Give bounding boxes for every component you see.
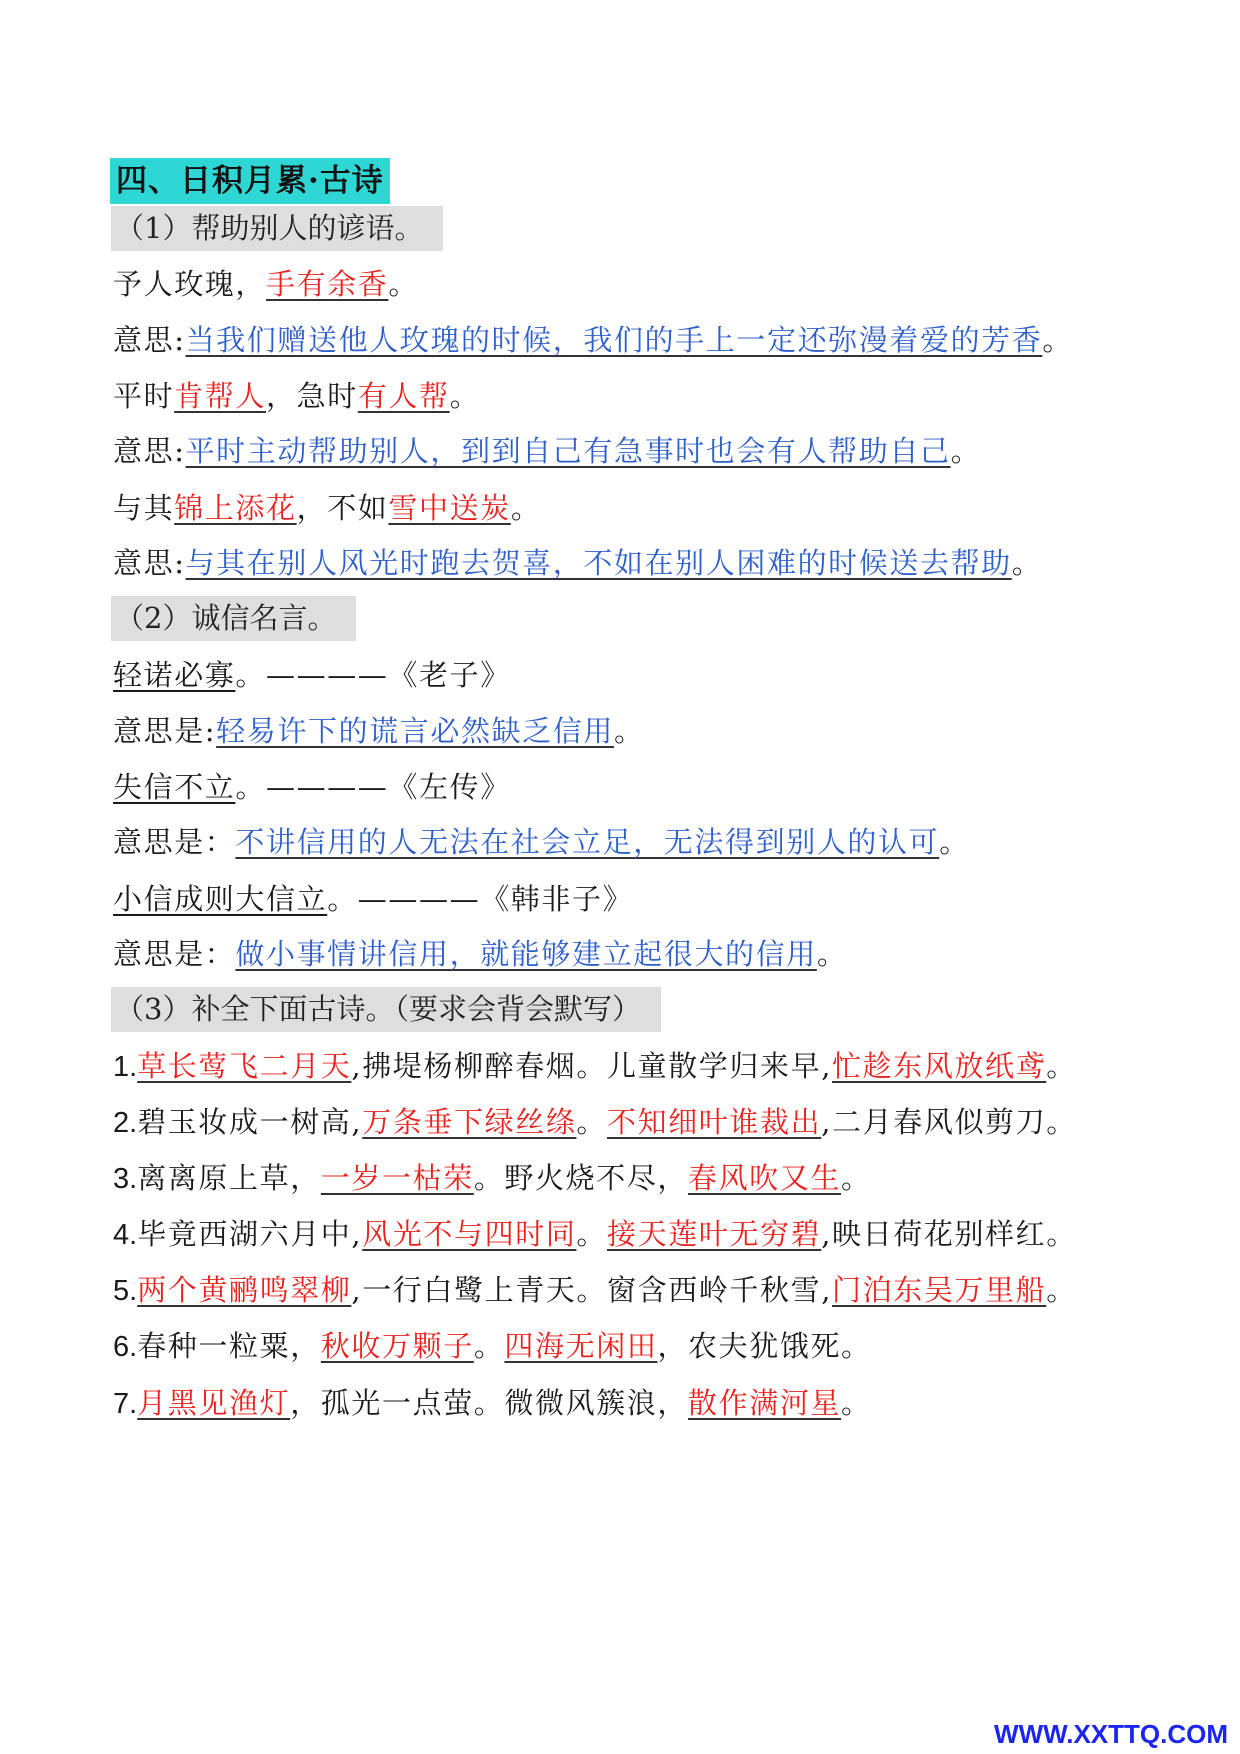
- poem-line-2: 2.碧玉妆成一树高,万条垂下绿丝绦。不知细叶谁裁出,二月春风似剪刀。: [113, 1105, 1077, 1139]
- proverb-line: 平时肯帮人，急时有人帮。: [113, 379, 481, 413]
- answer-blank: 手有余香: [266, 267, 389, 301]
- meaning-text: 与其在别人风光时跑去贺喜，不如在别人困难的时候送去帮助: [185, 546, 1012, 580]
- subsection-title-2: （2）诚信名言。: [111, 596, 356, 641]
- answer-blank: 风光不与四时同: [362, 1217, 577, 1251]
- quote-line: 轻诺必寡。————《老子》: [113, 658, 511, 692]
- meaning-text: 不讲信用的人无法在社会立足，无法得到别人的认可: [235, 825, 940, 859]
- answer-blank: 月黑见渔灯: [137, 1386, 291, 1420]
- answer-blank: 散作满河星: [688, 1386, 842, 1420]
- section-heading: 四、日积月累·古诗: [110, 158, 390, 204]
- answer-blank: 万条垂下绿丝绦: [362, 1105, 577, 1139]
- meaning-line: 意思是：做小事情讲信用，就能够建立起很大的信用。: [113, 937, 848, 971]
- site-watermark-link[interactable]: WWW.XXTTQ.COM: [994, 1719, 1228, 1749]
- answer-blank: 秋收万颗子: [320, 1329, 474, 1363]
- subsection-title-1: （1）帮助别人的谚语。: [111, 206, 443, 251]
- poem-line-1: 1.草长莺飞二月天,拂堤杨柳醉春烟。儿童散学归来早,忙趁东风放纸鸢。: [113, 1049, 1077, 1083]
- proverb-line: 予人玫瑰，手有余香。: [113, 267, 420, 301]
- quote-line: 小信成则大信立。————《韩非子》: [113, 882, 634, 916]
- answer-blank: 接天莲叶无穷碧: [607, 1217, 822, 1251]
- poem-line-6: 6.春种一粒粟，秋收万颗子。四海无闲田，农夫犹饿死。: [113, 1329, 872, 1363]
- answer-blank: 门泊东吴万里船: [832, 1273, 1047, 1307]
- meaning-text: 平时主动帮助别人，到到自己有急事时也会有人帮助自己: [185, 434, 951, 468]
- meaning-line: 意思:与其在别人风光时跑去贺喜，不如在别人困难的时候送去帮助。: [113, 546, 1043, 580]
- poem-line-4: 4.毕竟西湖六月中,风光不与四时同。接天莲叶无穷碧,映日荷花别样红。: [113, 1217, 1077, 1251]
- meaning-line: 意思:平时主动帮助别人，到到自己有急事时也会有人帮助自己。: [113, 434, 982, 468]
- meaning-line: 意思:当我们赠送他人玫瑰的时候，我们的手上一定还弥漫着爱的芳香。: [113, 323, 1073, 357]
- meaning-text: 当我们赠送他人玫瑰的时候，我们的手上一定还弥漫着爱的芳香: [185, 323, 1043, 357]
- proverb-line: 与其锦上添花，不如雪中送炭。: [113, 491, 542, 525]
- quote-text: 失信不立: [113, 770, 236, 804]
- meaning-text: 轻易许下的谎言必然缺乏信用: [216, 714, 614, 748]
- answer-blank: 雪中送炭: [388, 491, 511, 525]
- answer-blank: 忙趁东风放纸鸢: [832, 1049, 1047, 1083]
- poem-line-7: 7.月黑见渔灯，孤光一点萤。微微风簇浪，散作满河星。: [113, 1386, 872, 1420]
- answer-blank: 春风吹又生: [688, 1161, 842, 1195]
- quote-text: 轻诺必寡: [113, 658, 236, 692]
- meaning-text: 做小事情讲信用，就能够建立起很大的信用: [235, 937, 817, 971]
- poem-line-3: 3.离离原上草，一岁一枯荣。野火烧不尽，春风吹又生。: [113, 1161, 872, 1195]
- meaning-line: 意思是：不讲信用的人无法在社会立足，无法得到别人的认可。: [113, 825, 970, 859]
- answer-blank: 四海无闲田: [504, 1329, 658, 1363]
- quote-text: 小信成则大信立: [113, 882, 328, 916]
- answer-blank: 草长莺飞二月天: [137, 1049, 352, 1083]
- quote-line: 失信不立。————《左传》: [113, 770, 511, 804]
- answer-blank: 不知细叶谁裁出: [607, 1105, 822, 1139]
- poem-line-5: 5.两个黄鹂鸣翠柳,一行白鹭上青天。窗含西岭千秋雪,门泊东吴万里船。: [113, 1273, 1077, 1307]
- answer-blank: 两个黄鹂鸣翠柳: [137, 1273, 352, 1307]
- answer-blank: 肯帮人: [174, 379, 267, 413]
- meaning-line: 意思是:轻易许下的谎言必然缺乏信用。: [113, 714, 645, 748]
- answer-blank: 锦上添花: [174, 491, 297, 525]
- answer-blank: 一岁一枯荣: [320, 1161, 474, 1195]
- subsection-title-3: （3）补全下面古诗。（要求会背会默写）: [111, 987, 661, 1032]
- answer-blank: 有人帮: [357, 379, 450, 413]
